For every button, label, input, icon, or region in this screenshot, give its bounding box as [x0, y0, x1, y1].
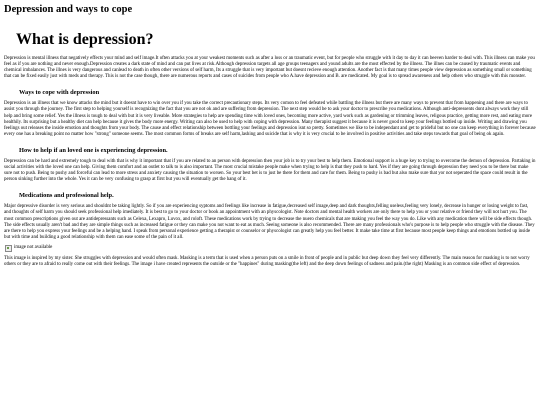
section-heading-coping: Ways to cope with depression: [19, 89, 100, 97]
image-alt-text: image not available: [14, 245, 53, 251]
section-text-medications: Major depressive disorder is very serious and shouldnt be taking lightly. So if you are experiencing syptoms and feelings like increase in fatigue,decreased self image,deep and dark thoughts,felling useless,feeling very lonely, decrease in hunger or losing weight to fast, and thoughts of self harm you should seek professional help imediately. It is best to go to your doctor or book an appointment with an physcologist. Note doctors and mental health workers are only there to help you or your relative or friend they will not hurt you. The most common prescriptions given out are antidepressants such as Celexa, Lexapro, Luvox, and roloft. These medications work by trying to decrease the nuero chemicals that are making you feel the way you do. Like with any medication there will be side effects though. The side effects usually aren't bad and they are simple things such as increased fatigue or they can make you not want to eat as much. Seeing someone is also recommended. There are many professionals who's purpose is to help people who struggle with the disease. They are there to help you express your feelings and be a helping hand. I speak from personal experience getting a therapist or counselor or physcologist can greatly help you feel better. It make take time at first because most people keep things and emotions bottled up inside but with time and building a good relationship with them can ease some of the pain of it all.: [4, 204, 535, 240]
section-heading-medications: Medications and professional help.: [19, 192, 114, 200]
section-text-coping: Depression is an illness that we know attacks the mind but it doesnt have to win over you if you take the correct precautionary steps. Its very comon to feel defeated while battling the illness but there are many ways to prevent that from happening and there are ways to assist you through the journey. The first step to helping yourself is recognizing the fact that you are not ok and are suffering from depression. The next step would be to ask your doctor to prescribe you medications. Although anti-depressents dont always work they still help and bring some relief. Yes the illness is tough to deal with but it is very liveable. More strategies to help are spending time with loved ones, becoming more active, yard work such as gardening or trimming leaves, religous practice, getting more rest, and eating more healthily. Its surprising but a healthy diet can help because it gives the body more energy. Writing can also be used to help with coping with depression. Many therapist suggest it because it is never good to keep your feelings bottled up inside. Writing and drawing you feelings out releases the inside emotion and thoughts from your body. The cause and effect relationship between bottling your feelings and depression isnt so pretty. Sometimes we like to be independant and get to prideful but no one can keep everything in forever because every one has a breaking point no matter how "strong" someone seems. The most common forms of breaks are self harm,lashing and suicide that is why it is very crucial to be involved in positive activities and take steps towards that goal of being ok again.: [4, 101, 536, 137]
section-heading-help-loved-one: How to help if an loved one is experiencing depression.: [19, 146, 168, 154]
broken-image-icon: [5, 245, 12, 252]
page-title: What is depression?: [16, 31, 154, 48]
image-caption: This image is inspired by my sister. She struggles with depression and would often mask. Masking is a term that is used when a person puts on a smile in front of people and in public but deep down they feel very differently. The main reason for masking is to not worry others or they are to afraid to really come out with their feelings. The image i have created represents the outside or the "happines" during masking(the left) and the deep down feelings of sadness and pain.(the right) Masking is an common side effect of depression.: [4, 255, 530, 267]
intro-paragraph: Depression is mental illness that negatively effects your mind and self image.It often attacks you at your weakest moments such as after a loss or an traumatic event, but for people who struggle with it day to day it can beeven harder to deal with. This illness can make you feel as if you are nothing and never enough.Depression creates a dark state of mind and can put lives at risk.Although depression targets all age groups teenagers and yound adults are the most effected by the illness. The illnes can be caused by traumatic events and chemical imbalances. The illnes is very dangerous and canlead to death in often other versions of self harm, Its a struggle that is very important but doesnt recieve enough attention. Another fact is that many times people view depression as something small or something that can be fixed easily just with meds and therapy. This is not the case though, there are numerous reports and cases of suicides from people who A.have depression and B. are medicated. My goal is to spread awareness and help others who struggle with this monster.: [4, 56, 535, 80]
section-text-help-loved-one: Depression can be hard and extremely tough to deal with that is why it important that if you are related to an person with depression then your job is to try your best to help them. Emotional support is a huge key to trying to overcome the demon of depression. Partaking in social activities with the loved one can help. Giving them comfort and an outlet to talk to is also important. The most crucial mistake people make when trying to help is that they push to hard. Yes if they are going through depression they need you to be there but make sure not to push. Being to pushy and forceful can lead to more stress and anxiety causing the situation to worsen. So your best bet is to just be there for them and care for them. Being to pushy is bad but also make sure that yor not seperated the space could result in the person sinking further into the whole. Yes it can be very confusing to grasp at first but you will eventually get the hang of it.: [4, 158, 536, 183]
site-title: Depression and ways to cope: [4, 4, 133, 15]
image-placeholder: [5, 245, 536, 252]
